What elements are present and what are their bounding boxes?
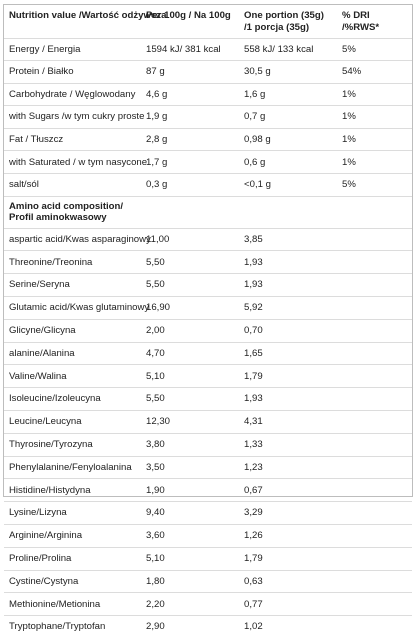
amino-acid-per-100g: 11,00 — [141, 228, 239, 251]
amino-acid-per-portion: 1,93 — [239, 274, 337, 297]
table-row — [4, 616, 412, 638]
amino-section-title: Amino acid composition/ Profil aminokwasowy — [4, 196, 141, 228]
table-row — [4, 228, 412, 251]
table-header-row — [4, 5, 412, 38]
amino-acid-per-100g: 2,90 — [146, 621, 165, 633]
amino-acid-per-100g: 5,50 — [141, 251, 239, 274]
amino-acid-dri — [337, 570, 412, 593]
amino-acid-per-portion: 1,65 — [239, 342, 337, 365]
nutrient-per-100g: 87 g — [141, 61, 239, 84]
amino-acid-name: Phenylalanine/Fenyloalanina — [4, 456, 141, 479]
amino-acid-per-portion: 0,63 — [239, 570, 337, 593]
table-row — [4, 433, 412, 456]
nutrient-per-portion: 558 kJ/ 133 kcal — [239, 38, 337, 61]
amino-acid-dri — [337, 456, 412, 479]
amino-acid-name: Serine/Seryna — [4, 274, 141, 297]
amino-acid-per-100g: 9,40 — [141, 502, 239, 525]
amino-acid-name: alanine/Alanina — [4, 342, 141, 365]
amino-acid-name: Leucine/Leucyna — [4, 411, 141, 434]
nutrient-per-portion: 1,6 g — [239, 83, 337, 106]
amino-acid-dri — [337, 616, 412, 638]
amino-acid-name: aspartic acid/Kwas asparaginowy — [4, 228, 141, 251]
nutrient-name: Protein / Białko — [4, 61, 141, 84]
table-row — [4, 297, 412, 320]
table-row — [4, 38, 412, 61]
table-row — [4, 388, 412, 411]
amino-acid-per-portion: 1,23 — [239, 456, 337, 479]
nutrient-dri: 5% — [337, 38, 412, 61]
nutrition-table-frame — [3, 4, 413, 633]
nutrient-per-portion: 0,7 g — [239, 106, 337, 129]
amino-acid-dri — [337, 411, 412, 434]
amino-acid-per-portion: 0,67 — [239, 479, 337, 502]
amino-acid-per-100g: 1,90 — [141, 479, 239, 502]
amino-acid-per-100g: 1,80 — [141, 570, 239, 593]
amino-acid-name: Methionine/Metionina — [4, 593, 141, 616]
nutrient-dri: 1% — [337, 151, 412, 174]
amino-acid-name: Valine/Walina — [4, 365, 141, 388]
amino-acid-per-100g: 3,80 — [141, 433, 239, 456]
amino-acid-per-portion: 4,31 — [239, 411, 337, 434]
table-row — [4, 151, 412, 174]
amino-acid-per-portion: 1,93 — [239, 251, 337, 274]
amino-acid-per-portion: 5,92 — [239, 297, 337, 320]
amino-acid-name: Tryptophane/Tryptofan — [9, 621, 106, 633]
table-row — [4, 502, 412, 525]
amino-acid-dri — [337, 547, 412, 570]
amino-acid-dri — [337, 593, 412, 616]
amino-acid-dri — [337, 274, 412, 297]
table-row — [4, 411, 412, 434]
amino-acid-per-100g: 16,90 — [141, 297, 239, 320]
amino-acid-dri — [337, 228, 412, 251]
amino-acid-dri — [337, 479, 412, 502]
amino-section-row — [4, 196, 412, 228]
nutrient-per-portion: 0,98 g — [239, 128, 337, 151]
table-row — [4, 547, 412, 570]
amino-acid-name: Threonine/Treonina — [4, 251, 141, 274]
amino-acid-name: Isoleucine/Izoleucyna — [4, 388, 141, 411]
nutrient-dri: 1% — [337, 83, 412, 106]
amino-acid-per-portion: 0,70 — [239, 319, 337, 342]
table-row — [4, 593, 412, 616]
nutrient-per-100g: 2,8 g — [141, 128, 239, 151]
nutrient-name: Carbohydrate / Węglowodany — [4, 83, 141, 106]
amino-acid-dri — [337, 502, 412, 525]
nutrient-per-100g: 0,3 g — [141, 174, 239, 197]
amino-acid-per-100g: 3,50 — [141, 456, 239, 479]
amino-acid-per-100g: 5,50 — [141, 274, 239, 297]
nutrient-name: salt/sól — [4, 174, 141, 197]
amino-acid-dri — [337, 342, 412, 365]
amino-acid-dri — [337, 251, 412, 274]
amino-acid-name: Cystine/Cystyna — [4, 570, 141, 593]
amino-acid-per-100g: 3,60 — [141, 525, 239, 548]
nutrient-per-portion: 0,6 g — [239, 151, 337, 174]
amino-acid-name: Arginine/Arginina — [4, 525, 141, 548]
nutrition-table — [4, 5, 412, 638]
nutrient-dri: 54% — [337, 61, 412, 84]
table-row — [4, 174, 412, 197]
amino-acid-dri — [337, 388, 412, 411]
table-body — [4, 38, 412, 638]
amino-acid-dri — [337, 433, 412, 456]
nutrient-name: with Saturated / w tym nasycone — [4, 151, 141, 174]
nutrient-name: Energy / Energia — [4, 38, 141, 61]
table-row — [4, 274, 412, 297]
table-row — [4, 128, 412, 151]
amino-acid-per-100g: 4,70 — [141, 342, 239, 365]
amino-acid-per-portion: 1,93 — [239, 388, 337, 411]
table-row — [4, 251, 412, 274]
table-row — [4, 479, 412, 502]
amino-acid-dri — [337, 319, 412, 342]
amino-acid-per-portion: 1,33 — [239, 433, 337, 456]
amino-acid-per-portion: 1,26 — [239, 525, 337, 548]
nutrient-dri: 5% — [337, 174, 412, 197]
table-row — [4, 83, 412, 106]
header-dri: % DRI /%RWS* — [337, 5, 412, 38]
amino-acid-per-100g: 5,50 — [141, 388, 239, 411]
amino-acid-per-100g: 5,10 — [141, 365, 239, 388]
table-row — [4, 570, 412, 593]
amino-acid-per-portion: 1,02 — [244, 621, 263, 633]
nutrient-per-portion: <0,1 g — [239, 174, 337, 197]
amino-acid-per-portion: 3,85 — [239, 228, 337, 251]
amino-acid-per-100g: 5,10 — [141, 547, 239, 570]
nutrient-per-100g: 1,9 g — [141, 106, 239, 129]
amino-acid-name: Thyrosine/Tyrozyna — [4, 433, 141, 456]
amino-acid-per-portion: 0,77 — [239, 593, 337, 616]
table-row — [4, 61, 412, 84]
amino-acid-name: Lysine/Lizyna — [4, 502, 141, 525]
amino-acid-name: Glutamic acid/Kwas glutaminowy — [4, 297, 141, 320]
nutrient-per-100g: 4,6 g — [141, 83, 239, 106]
header-one-portion: One portion (35g) /1 porcja (35g) — [239, 5, 337, 38]
amino-acid-dri — [337, 297, 412, 320]
table-row — [4, 525, 412, 548]
amino-acid-name: Proline/Prolina — [4, 547, 141, 570]
amino-acid-per-100g: 12,30 — [141, 411, 239, 434]
nutrient-name: with Sugars /w tym cukry proste — [4, 106, 141, 129]
nutrient-per-100g: 1594 kJ/ 381 kcal — [141, 38, 239, 61]
nutrient-per-100g: 1,7 g — [141, 151, 239, 174]
amino-acid-dri — [337, 365, 412, 388]
table-row — [4, 456, 412, 479]
amino-acid-per-portion: 1,79 — [239, 547, 337, 570]
table-row — [4, 319, 412, 342]
amino-acid-name: Glicyne/Glicyna — [4, 319, 141, 342]
table-row — [4, 106, 412, 129]
amino-acid-per-100g: 2,20 — [141, 593, 239, 616]
amino-acid-per-100g: 2,00 — [141, 319, 239, 342]
nutrient-dri: 1% — [337, 128, 412, 151]
nutrient-name: Fat / Tłuszcz — [4, 128, 141, 151]
nutrient-per-portion: 30,5 g — [239, 61, 337, 84]
amino-acid-dri — [337, 525, 412, 548]
header-nutrition-value: Nutrition value /Wartość odżywcza — [4, 5, 141, 38]
table-row — [4, 342, 412, 365]
amino-acid-per-portion: 3,29 — [239, 502, 337, 525]
amino-acid-per-portion: 1,79 — [239, 365, 337, 388]
nutrient-dri: 1% — [337, 106, 412, 129]
amino-acid-name: Histidine/Histydyna — [4, 479, 141, 502]
table-row — [4, 365, 412, 388]
header-per-100g: Per 100g / Na 100g — [141, 5, 239, 38]
